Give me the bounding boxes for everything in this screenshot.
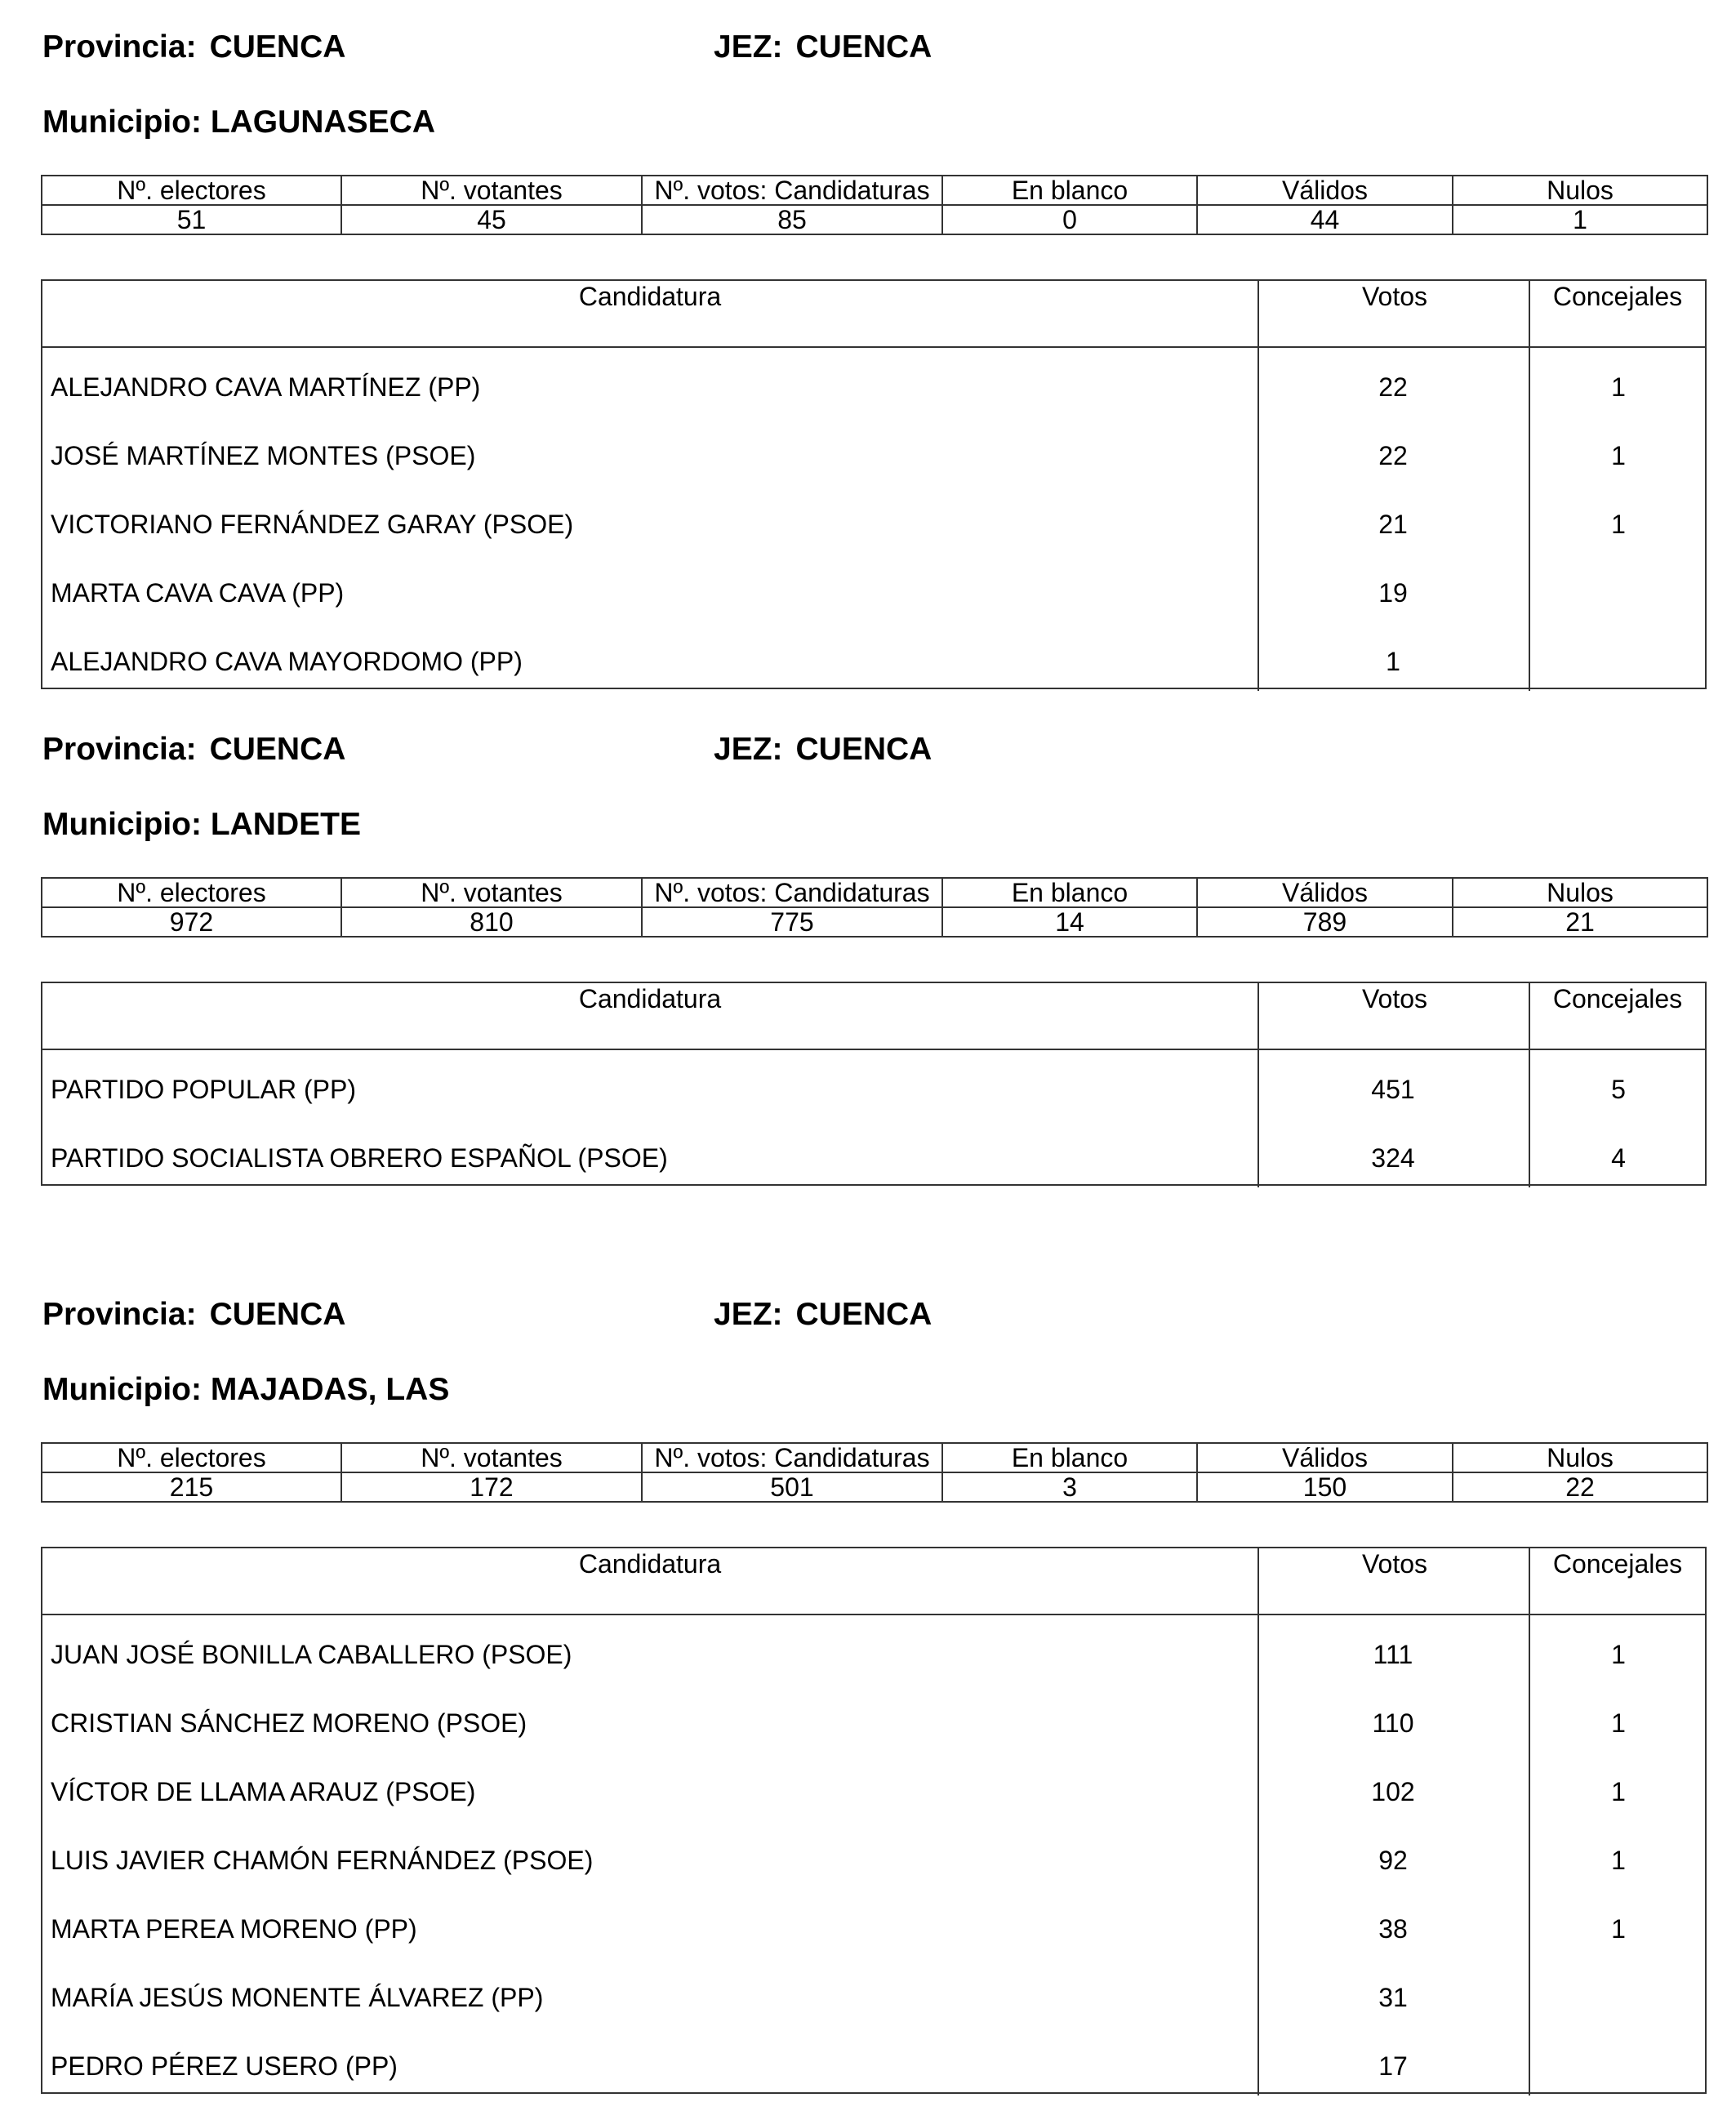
municipio-heading	[42, 807, 361, 843]
candidate-name: ALEJANDRO CAVA MARTÍNEZ (PP)	[51, 372, 481, 402]
candidate-votos: 1	[1386, 647, 1400, 676]
value-votantes: 172	[341, 1472, 642, 1502]
header-votantes: Nº. votantes	[341, 878, 642, 907]
stats-header-row	[42, 176, 1707, 205]
stats-value-row	[42, 205, 1707, 234]
candidatura-table	[41, 982, 1707, 1186]
candidate-concejales: 5	[1611, 1075, 1626, 1104]
candidate-name: VICTORIANO FERNÁNDEZ GARAY (PSOE)	[51, 510, 574, 539]
candidate-name: MARTA CAVA CAVA (PP)	[51, 578, 345, 608]
candidate-concejales: 1	[1611, 1708, 1626, 1738]
provincia-value: CUENCA	[209, 1297, 346, 1332]
candidate-name: JOSÉ MARTÍNEZ MONTES (PSOE)	[51, 441, 476, 470]
candidate-votos: 19	[1378, 578, 1408, 608]
stats-value-row	[42, 1472, 1707, 1502]
municipio-heading	[42, 105, 435, 140]
header-en-blanco: En blanco	[942, 878, 1197, 907]
table-row	[42, 416, 1705, 485]
stats-table	[41, 1442, 1708, 1503]
candidatura-body	[42, 1050, 1705, 1187]
header-electores: Nº. electores	[42, 878, 341, 907]
candidate-concejales: 1	[1611, 1640, 1626, 1669]
header-votos-candidaturas: Nº. votos: Candidaturas	[642, 878, 942, 907]
candidate-name: ALEJANDRO CAVA MAYORDOMO (PP)	[51, 647, 523, 676]
header-validos: Válidos	[1197, 1443, 1453, 1472]
header-electores: Nº. electores	[42, 176, 341, 205]
value-en-blanco: 14	[942, 907, 1197, 937]
stats-header-row	[42, 1443, 1707, 1472]
value-votantes: 45	[341, 205, 642, 234]
candidate-name: PARTIDO SOCIALISTA OBRERO ESPAÑOL (PSOE)	[51, 1143, 668, 1173]
header-candidatura: Candidatura	[578, 984, 722, 1013]
provincia-label: Provincia:	[42, 732, 197, 767]
provincia-heading	[42, 1297, 345, 1333]
table-row	[42, 1119, 1705, 1187]
value-validos: 150	[1197, 1472, 1453, 1502]
candidate-votos: 38	[1378, 1914, 1408, 1944]
candidate-concejales: 1	[1611, 372, 1626, 402]
municipio-value: LANDETE	[210, 807, 361, 842]
value-validos: 44	[1197, 205, 1453, 234]
value-nulos: 1	[1453, 205, 1707, 234]
table-row	[42, 1753, 1705, 1821]
candidate-name: CRISTIAN SÁNCHEZ MORENO (PSOE)	[51, 1708, 527, 1738]
header-votos: Votos	[1361, 282, 1428, 311]
jez-label: JEZ:	[714, 1297, 783, 1332]
header-electores: Nº. electores	[42, 1443, 341, 1472]
jez-value: CUENCA	[795, 1297, 933, 1332]
jez-heading	[714, 732, 932, 768]
stats-table	[41, 175, 1708, 235]
candidate-votos: 21	[1378, 510, 1408, 539]
header-en-blanco: En blanco	[942, 176, 1197, 205]
header-concejales: Concejales	[1552, 984, 1683, 1013]
municipio-label: Municipio:	[42, 807, 202, 842]
value-electores: 972	[42, 907, 341, 937]
candidate-votos: 92	[1378, 1846, 1408, 1875]
candidate-votos: 111	[1373, 1640, 1413, 1669]
table-row	[42, 554, 1705, 622]
value-electores: 51	[42, 205, 341, 234]
candidate-concejales: 1	[1611, 1777, 1626, 1806]
candidate-votos: 17	[1378, 2051, 1408, 2081]
candidate-name: VÍCTOR DE LLAMA ARAUZ (PSOE)	[51, 1777, 476, 1806]
candidate-name: JUAN JOSÉ BONILLA CABALLERO (PSOE)	[51, 1640, 572, 1669]
candidate-concejales: 1	[1611, 1914, 1626, 1944]
candidate-votos: 451	[1371, 1075, 1415, 1104]
table-row	[42, 1684, 1705, 1753]
candidatura-body	[42, 1615, 1705, 2096]
municipio-label: Municipio:	[42, 1372, 202, 1407]
header-votantes: Nº. votantes	[341, 176, 642, 205]
stats-header-row	[42, 878, 1707, 907]
table-row	[42, 2027, 1705, 2096]
value-nulos: 21	[1453, 907, 1707, 937]
municipio-value: LAGUNASECA	[210, 105, 435, 140]
table-row	[42, 1958, 1705, 2027]
table-row	[42, 348, 1705, 416]
value-validos: 789	[1197, 907, 1453, 937]
candidate-concejales: 1	[1611, 441, 1626, 470]
candidate-name: MARÍA JESÚS MONENTE ÁLVAREZ (PP)	[51, 1983, 544, 2012]
candidate-name: LUIS JAVIER CHAMÓN FERNÁNDEZ (PSOE)	[51, 1846, 594, 1875]
table-row	[42, 485, 1705, 554]
provincia-label: Provincia:	[42, 1297, 197, 1332]
stats-table	[41, 877, 1708, 938]
header-votos: Votos	[1361, 1549, 1428, 1579]
header-concejales: Concejales	[1552, 1549, 1683, 1579]
header-en-blanco: En blanco	[942, 1443, 1197, 1472]
candidate-name: PEDRO PÉREZ USERO (PP)	[51, 2051, 398, 2081]
candidate-name: MARTA PEREA MORENO (PP)	[51, 1914, 417, 1944]
jez-heading	[714, 1297, 932, 1333]
jez-value: CUENCA	[795, 732, 933, 767]
jez-value: CUENCA	[795, 29, 933, 65]
header-candidatura: Candidatura	[578, 282, 722, 311]
value-en-blanco: 3	[942, 1472, 1197, 1502]
value-votos-candidaturas: 775	[642, 907, 942, 937]
municipio-label: Municipio:	[42, 105, 202, 140]
municipio-value: MAJADAS, LAS	[210, 1372, 450, 1407]
header-votos: Votos	[1361, 984, 1428, 1013]
header-validos: Válidos	[1197, 176, 1453, 205]
value-votos-candidaturas: 501	[642, 1472, 942, 1502]
header-candidatura: Candidatura	[578, 1549, 722, 1579]
provincia-heading	[42, 29, 345, 65]
candidate-concejales: 1	[1611, 510, 1626, 539]
jez-heading	[714, 29, 932, 65]
jez-label: JEZ:	[714, 29, 783, 65]
candidatura-header	[42, 281, 1705, 348]
candidatura-header	[42, 983, 1705, 1050]
value-nulos: 22	[1453, 1472, 1707, 1502]
value-votos-candidaturas: 85	[642, 205, 942, 234]
candidatura-table	[41, 279, 1707, 689]
header-nulos: Nulos	[1453, 878, 1707, 907]
jez-label: JEZ:	[714, 732, 783, 767]
header-nulos: Nulos	[1453, 176, 1707, 205]
table-row	[42, 1821, 1705, 1890]
candidatura-header	[42, 1548, 1705, 1615]
header-votantes: Nº. votantes	[341, 1443, 642, 1472]
municipio-heading	[42, 1372, 449, 1408]
candidate-votos: 324	[1371, 1143, 1415, 1173]
candidate-name: PARTIDO POPULAR (PP)	[51, 1075, 356, 1104]
table-row	[42, 622, 1705, 691]
header-votos-candidaturas: Nº. votos: Candidaturas	[642, 1443, 942, 1472]
header-validos: Válidos	[1197, 878, 1453, 907]
header-votos-candidaturas: Nº. votos: Candidaturas	[642, 176, 942, 205]
candidate-votos: 102	[1371, 1777, 1415, 1806]
candidate-concejales: 1	[1611, 1846, 1626, 1875]
header-concejales: Concejales	[1552, 282, 1683, 311]
table-row	[42, 1615, 1705, 1684]
provincia-value: CUENCA	[209, 732, 346, 767]
value-electores: 215	[42, 1472, 341, 1502]
provincia-heading	[42, 732, 345, 768]
candidate-votos: 31	[1378, 1983, 1408, 2012]
candidate-concejales: 4	[1611, 1143, 1626, 1173]
candidate-votos: 22	[1378, 441, 1408, 470]
table-row	[42, 1890, 1705, 1958]
candidatura-table	[41, 1547, 1707, 2094]
value-votantes: 810	[341, 907, 642, 937]
table-row	[42, 1050, 1705, 1119]
stats-value-row	[42, 907, 1707, 937]
candidatura-body	[42, 348, 1705, 691]
provincia-label: Provincia:	[42, 29, 197, 65]
candidate-votos: 110	[1372, 1708, 1414, 1738]
provincia-value: CUENCA	[209, 29, 346, 65]
value-en-blanco: 0	[942, 205, 1197, 234]
header-nulos: Nulos	[1453, 1443, 1707, 1472]
candidate-votos: 22	[1378, 372, 1408, 402]
